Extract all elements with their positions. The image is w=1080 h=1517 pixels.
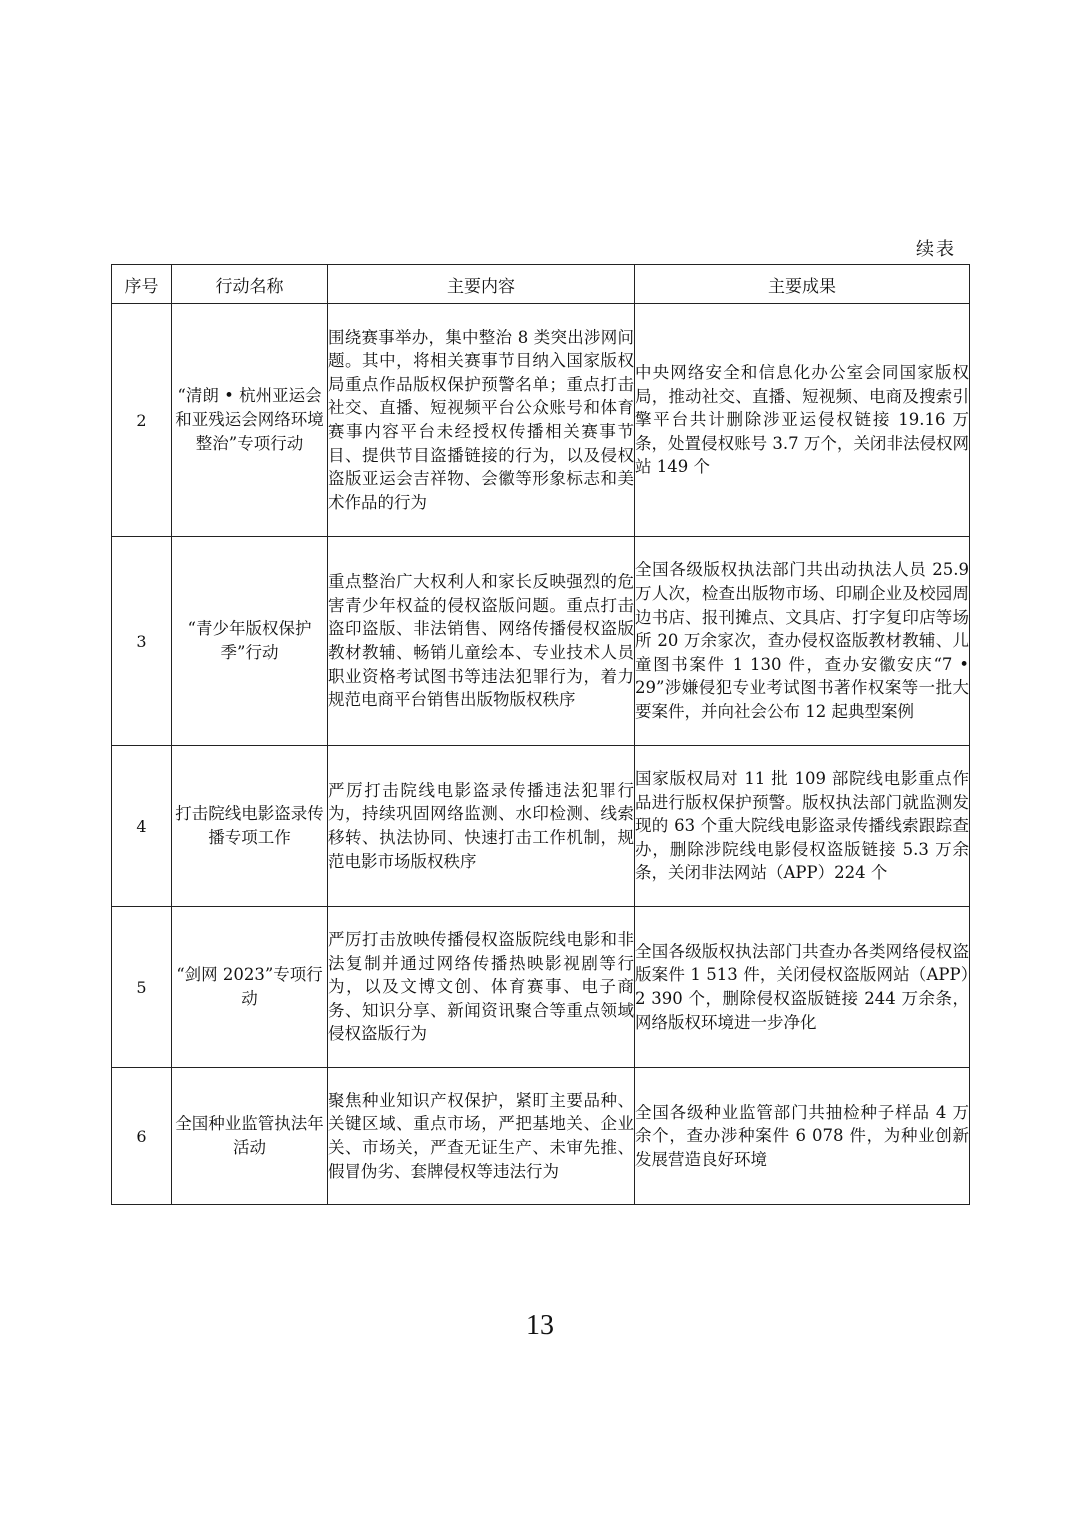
row-action-name: “剑网 2023”专项行动: [172, 907, 328, 1068]
row-index: 4: [112, 746, 172, 907]
row-index: 3: [112, 537, 172, 746]
header-action-name: 行动名称: [172, 265, 328, 304]
row-index: 6: [112, 1068, 172, 1205]
actions-table: [111, 264, 970, 1205]
header-main-content: 主要内容: [328, 265, 635, 304]
row-main-content: 严厉打击院线电影盗录传播违法犯罪行为，持续巩固网络监测、水印检测、线索移转、执法协同、快速打击工作机制，规范电影市场版权秩序: [328, 746, 635, 907]
row-action-name: 打击院线电影盗录传播专项工作: [172, 746, 328, 907]
continued-table-label: 续表: [916, 239, 956, 260]
table-row: [112, 907, 970, 1068]
row-main-result: 全国各级种业监管部门共抽检种子样品 4 万余个，查办涉种案件 6 078 件，为种业创新发展营造良好环境: [635, 1068, 970, 1205]
row-main-content: 聚焦种业知识产权保护，紧盯主要品种、关键区域、重点市场，严把基地关、企业关、市场关，严查无证生产、未审先推、假冒伪劣、套牌侵权等违法行为: [328, 1068, 635, 1205]
row-main-content: 重点整治广大权利人和家长反映强烈的危害青少年权益的侵权盗版问题。重点打击盗印盗版、非法销售、网络传播侵权盗版教材教辅、畅销儿童绘本、专业技术人员职业资格考试图书等违法犯罪行为，着力规范电商平台销售出版物版权秩序: [328, 537, 635, 746]
row-main-result: 中央网络安全和信息化办公室会同国家版权局，推动社交、直播、短视频、电商及搜索引擎平台共计删除涉亚运侵权链接 19.16 万条，处置侵权账号 3.7 万个，关闭非法侵权网站 149 个: [635, 304, 970, 537]
table-row: [112, 537, 970, 746]
table-row: [112, 1068, 970, 1205]
table-row: [112, 304, 970, 537]
header-main-result: 主要成果: [635, 265, 970, 304]
page-number: 13: [526, 1310, 554, 1341]
table-row: [112, 746, 970, 907]
table-header-row: [112, 265, 970, 304]
row-action-name: “清朗 • 杭州亚运会和亚残运会网络环境整治”专项行动: [172, 304, 328, 537]
row-main-content: 严厉打击放映传播侵权盗版院线电影和非法复制并通过网络传播热映影视剧等行为，以及文博文创、体育赛事、电子商务、知识分享、新闻资讯聚合等重点领域侵权盗版行为: [328, 907, 635, 1068]
row-main-result: 国家版权局对 11 批 109 部院线电影重点作品进行版权保护预警。版权执法部门就监测发现的 63 个重大院线电影盗录传播线索跟踪查办，删除涉院线电影侵权盗版链接 5.3 万余条，关闭非法网站（APP）224 个: [635, 746, 970, 907]
row-index: 2: [112, 304, 172, 537]
row-action-name: “青少年版权保护季”行动: [172, 537, 328, 746]
row-main-result: 全国各级版权执法部门共出动执法人员 25.9 万人次，检查出版物市场、印刷企业及校园周边书店、报刊摊点、文具店、打字复印店等场所 20 万余家次，查办侵权盗版教材教辅、儿童图书案件 1 130 件，查办安徽安庆“7 • 29”涉嫌侵犯专业考试图书著作权案等一批大要案件，并向社会公布 12 起典型案例: [635, 537, 970, 746]
row-main-content: 围绕赛事举办，集中整治 8 类突出涉网问题。其中，将相关赛事节目纳入国家版权局重点作品版权保护预警名单；重点打击社交、直播、短视频平台公众账号和体育赛事内容平台未经授权传播相关赛事节目、提供节目盗播链接的行为，以及侵权盗版亚运会吉祥物、会徽等形象标志和美术作品的行为: [328, 304, 635, 537]
row-main-result: 全国各级版权执法部门共查办各类网络侵权盗版案件 1 513 件，关闭侵权盗版网站（APP）2 390 个，删除侵权盗版链接 244 万余条，网络版权环境进一步净化: [635, 907, 970, 1068]
row-index: 5: [112, 907, 172, 1068]
row-action-name: 全国种业监管执法年活动: [172, 1068, 328, 1205]
header-index: 序号: [112, 265, 172, 304]
